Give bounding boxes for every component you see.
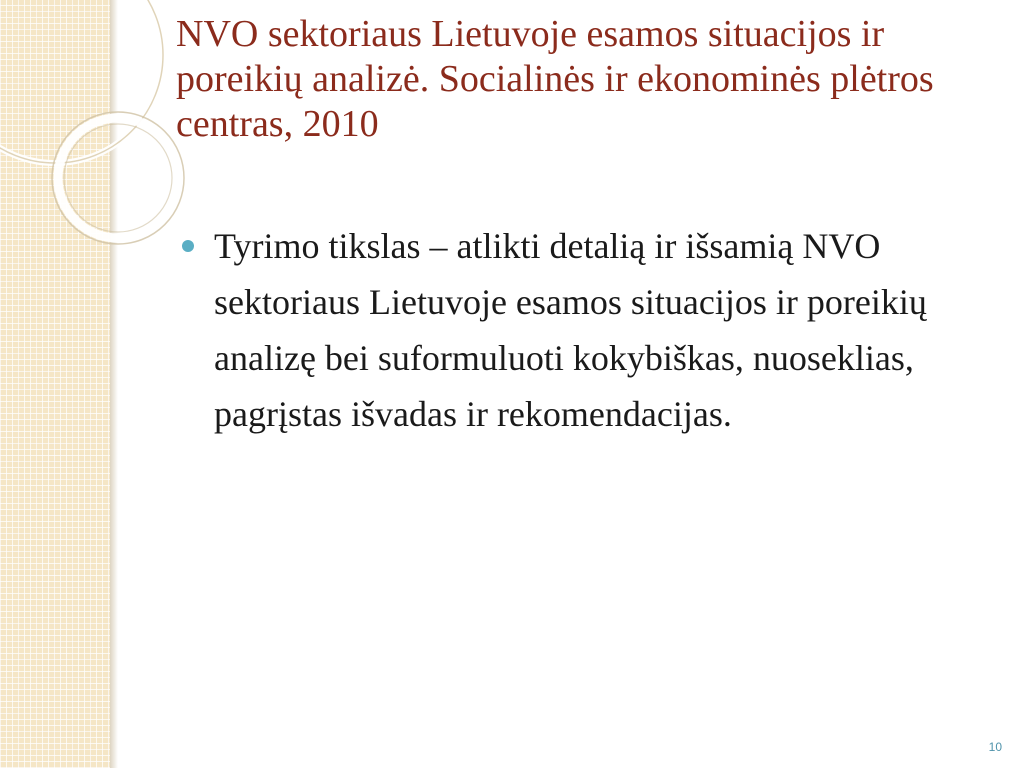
rings-decoration-icon (0, 0, 200, 300)
slide-title: NVO sektoriaus Lietuvoje esamos situacijos ir poreikių analizė. Socialinės ir ekonominės plėtros centras, 2010 (176, 13, 934, 145)
bullet-item (176, 218, 976, 442)
bullet-text: Tyrimo tikslas – atlikti detalią ir išsamią NVO sektoriaus Lietuvoje esamos situacijos ir poreikių analizę bei suformuluoti kokybiškas, nuoseklias, pagrįstas išvadas ir rekomendacijas. (214, 226, 927, 434)
slide-content (176, 218, 976, 442)
page-number: 10 (988, 740, 1002, 754)
round-bullet-icon (182, 240, 194, 252)
